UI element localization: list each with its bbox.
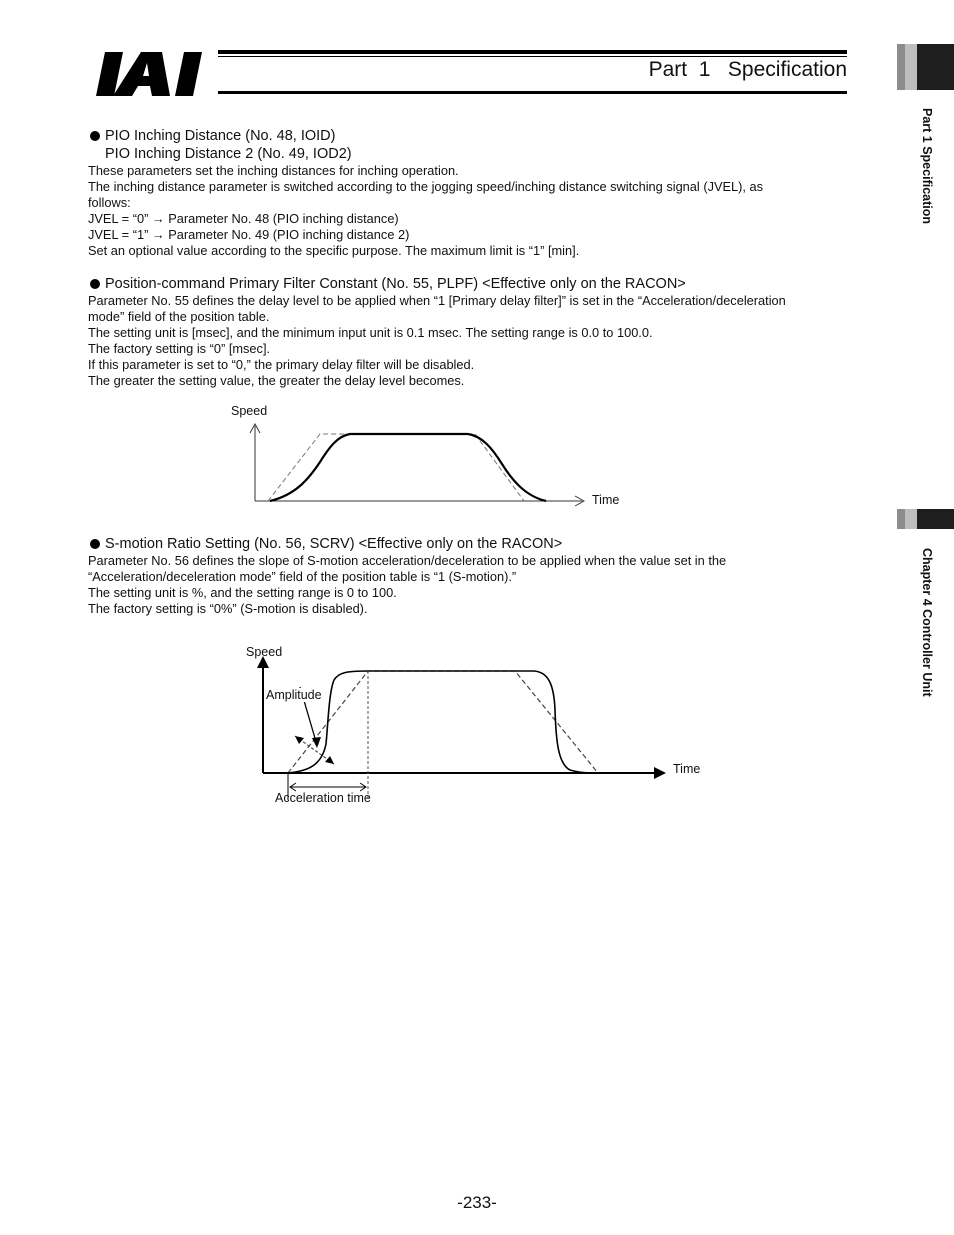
header-rule bbox=[218, 50, 847, 54]
y-axis-label: Speed bbox=[246, 645, 283, 659]
body-line: The greater the setting value, the greater the delay level becomes. bbox=[88, 373, 465, 389]
amplitude-dim-arrow-top-icon bbox=[295, 736, 304, 744]
body-line: “Acceleration/deceleration mode” field of the position table is “1 (S-motion).” bbox=[88, 569, 517, 585]
amplitude-label: Amplitude bbox=[266, 688, 322, 702]
body-line: Set an optional value according to the specific purpose. The maximum limit is “1” [min]. bbox=[88, 243, 580, 259]
body-line: follows: bbox=[88, 195, 131, 211]
bullet-icon bbox=[90, 539, 100, 549]
x-axis-label: Time bbox=[592, 493, 620, 507]
side-tab-chapter4 bbox=[897, 509, 954, 529]
section-primary-filter bbox=[88, 275, 858, 390]
body-line: JVEL = “1” → Parameter No. 49 (PIO inching distance 2) bbox=[88, 227, 410, 243]
x-axis-label: Time bbox=[673, 762, 701, 776]
section-heading: Position-command Primary Filter Constant (No. 55, PLPF) <Effective only on the RACON> bbox=[88, 275, 858, 293]
page-header-title: Part 1 Specification bbox=[648, 58, 847, 81]
amplitude-dim-arrow-bottom-icon bbox=[325, 756, 334, 764]
body-line: Parameter No. 55 defines the delay level to be applied when “1 [Primary delay filter]” is set in the “Acceleration/deceleration bbox=[88, 293, 786, 308]
body-line: The factory setting is “0%” (S-motion is disabled). bbox=[88, 601, 368, 617]
body-line: The inching distance parameter is switched according to the jogging speed/inching distance switching signal (JVEL), as bbox=[88, 179, 764, 195]
amplitude-arrow-icon bbox=[312, 737, 321, 748]
body-line: JVEL = “0” → Parameter No. 48 (PIO inching distance) bbox=[88, 211, 399, 227]
x-axis-arrow-icon bbox=[654, 767, 666, 779]
side-label-chapter4: Chapter 4 Controller Unit bbox=[920, 548, 934, 697]
header-rule-thin bbox=[218, 56, 847, 57]
bullet-icon bbox=[90, 279, 100, 289]
section-subheading: PIO Inching Distance 2 (No. 49, IOD2) bbox=[105, 146, 352, 162]
body-line: mode” field of the position table. bbox=[88, 309, 270, 325]
section-heading: S-motion Ratio Setting (No. 56, SCRV) <Effective only on the RACON> bbox=[88, 535, 858, 553]
body-line: The factory setting is “0” [msec]. bbox=[88, 341, 271, 357]
s-motion-diagram bbox=[240, 640, 720, 810]
body-line: Parameter No. 56 defines the slope of S-motion acceleration/deceleration to be applied when the value set in the bbox=[88, 553, 727, 568]
body-line: The setting unit is [msec], and the minimum input unit is 0.1 msec. The setting range is 0.0 to 100.0. bbox=[88, 325, 653, 341]
header-rule-bottom bbox=[218, 91, 847, 94]
iai-logo bbox=[96, 50, 214, 98]
s-motion-svg bbox=[240, 640, 720, 810]
section-s-motion bbox=[88, 535, 858, 617]
body-line: These parameters set the inching distances for inching operation. bbox=[88, 163, 459, 178]
acceleration-time-label: Acceleration time bbox=[275, 791, 371, 805]
section-heading: PIO Inching Distance (No. 48, IOID) bbox=[88, 127, 858, 145]
body-line: The setting unit is %, and the setting range is 0 to 100. bbox=[88, 585, 397, 601]
side-tab-part1 bbox=[897, 44, 954, 90]
body-line: If this parameter is set to “0,” the primary delay filter will be disabled. bbox=[88, 357, 475, 373]
side-label-part1: Part 1 Specification bbox=[920, 108, 934, 225]
primary-filter-svg bbox=[220, 400, 640, 515]
filtered-profile bbox=[270, 434, 546, 501]
section-pio-inching bbox=[88, 127, 858, 260]
page-number: -233- bbox=[457, 1193, 497, 1212]
primary-filter-diagram bbox=[220, 400, 640, 515]
bullet-icon bbox=[90, 131, 100, 141]
y-axis-label: Speed bbox=[231, 404, 268, 418]
s-curve-profile bbox=[288, 671, 598, 773]
